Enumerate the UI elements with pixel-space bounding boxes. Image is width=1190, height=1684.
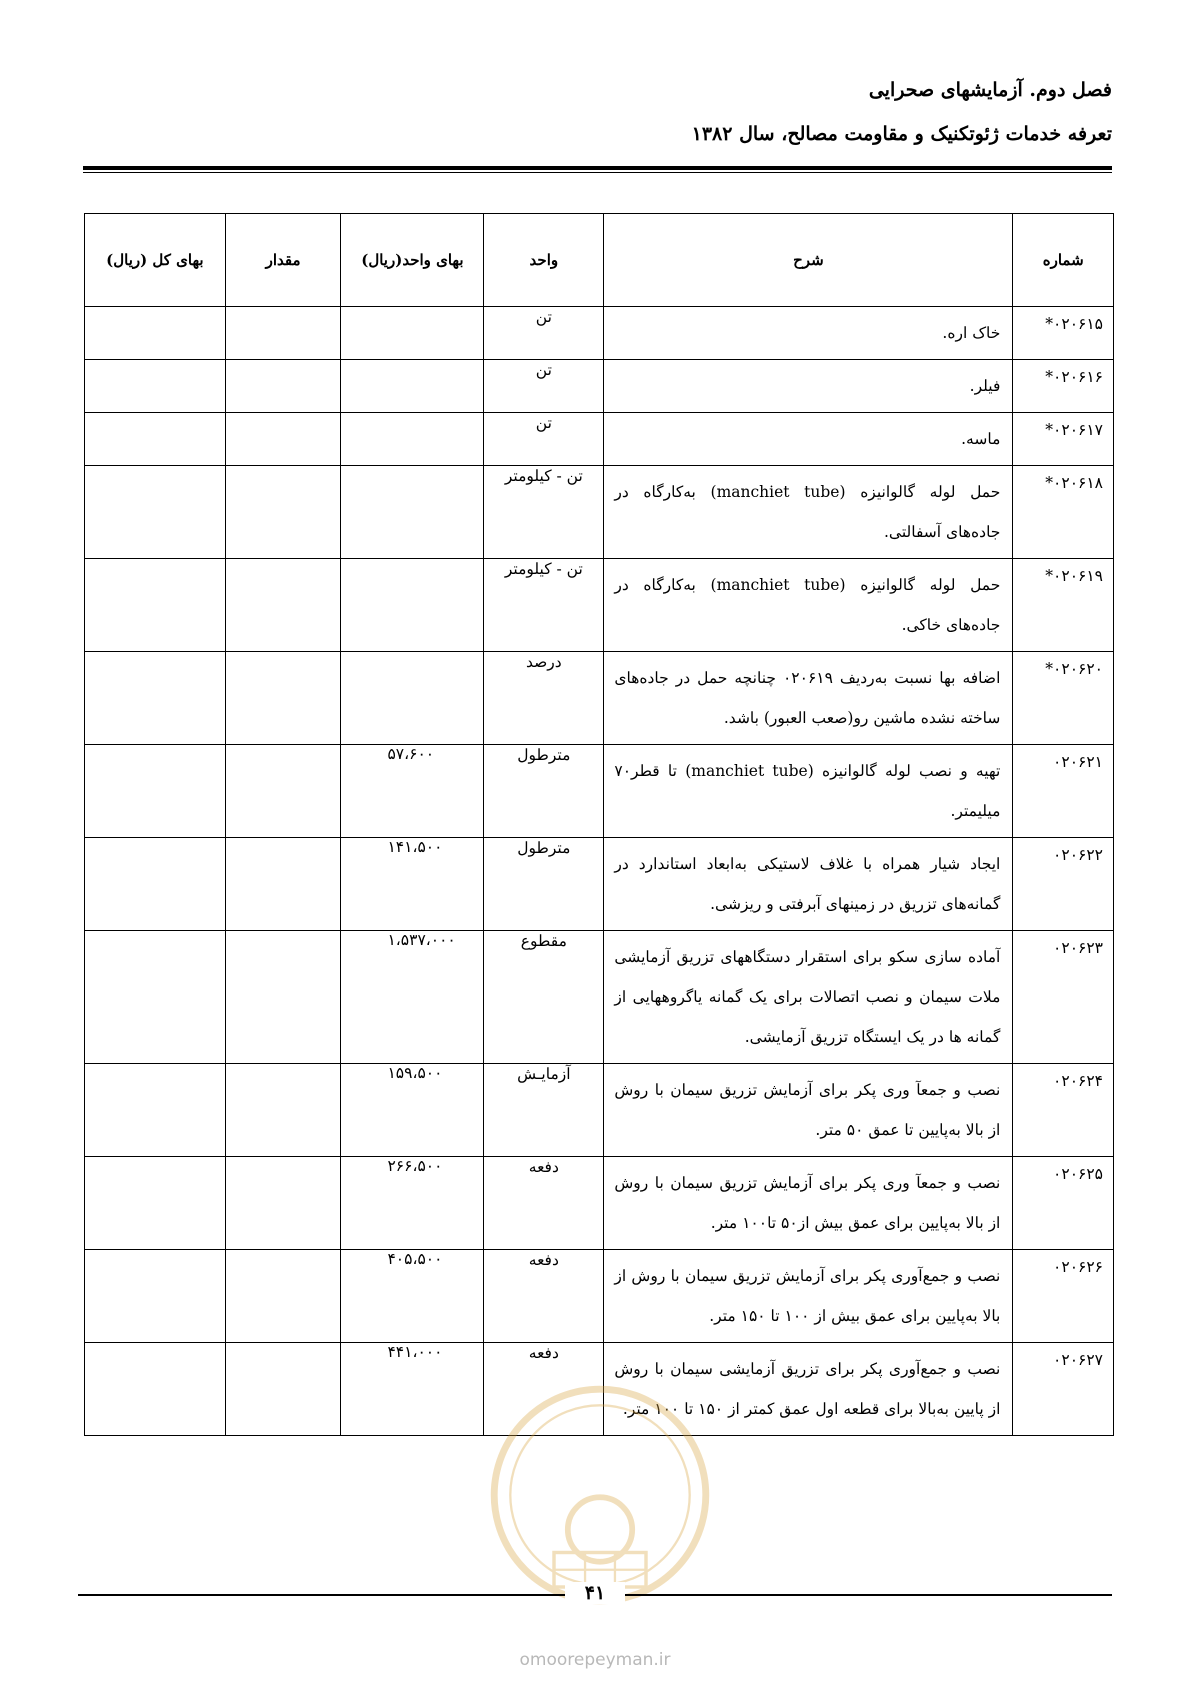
row-amount: [225, 931, 341, 1064]
row-amount: [225, 360, 341, 413]
header-unit: واحد: [484, 214, 604, 307]
row-unit-price: ۵۷،۶۰۰: [341, 745, 484, 838]
row-unit-price: ۱۵۹،۵۰۰: [341, 1064, 484, 1157]
row-total: [85, 1343, 226, 1436]
row-amount: [225, 559, 341, 652]
row-unit-price: [341, 652, 484, 745]
row-unit: مترطول: [484, 745, 604, 838]
row-amount: [225, 652, 341, 745]
row-unit: آزمایـش: [484, 1064, 604, 1157]
table-row: [85, 413, 1114, 466]
header-rule-thin: [83, 172, 1112, 173]
table-row: [85, 931, 1114, 1064]
row-unit: مقطوع: [484, 931, 604, 1064]
table-row: [85, 559, 1114, 652]
row-unit-price: [341, 360, 484, 413]
row-description: آماده سازی سکو برای استقرار دستگاههای تزریق آزمایشی ملات سیمان و نصب اتصالات برای یک گمانه یاگروههایی از گمانه ها در یک ایستگاه تزریق آزمایشی.: [604, 931, 1013, 1064]
row-amount: [225, 466, 341, 559]
row-unit: دفعه: [484, 1343, 604, 1436]
row-total: [85, 559, 226, 652]
row-unit: تن - کیلومتر: [484, 559, 604, 652]
header-total: بهای کل (ریال): [85, 214, 226, 307]
row-unit-price: ۱۴۱،۵۰۰: [341, 838, 484, 931]
row-total: [85, 413, 226, 466]
row-description: حمل لوله گالوانیزه (manchiet tube) به‌کارگاه در جاده‌های خاکی.: [604, 559, 1013, 652]
row-description: نصب و جمعآ وری پکر برای آزمایش تزریق سیمان با روش از بالا به‌پایین برای عمق بیش از۵۰ تا۱۰۰ متر.: [604, 1157, 1013, 1250]
row-code: ۰۲۰۶۱۷*: [1013, 413, 1114, 466]
row-amount: [225, 413, 341, 466]
table-row: [85, 307, 1114, 360]
table-header-row: [85, 214, 1114, 307]
row-description: ایجاد شیار همراه با غلاف لاستیکی به‌ابعاد استاندارد در گمانه‌های تزریق در زمینهای آبرفتی و ریزشی.: [604, 838, 1013, 931]
watermark-text: omoorepeyman.ir: [519, 1650, 671, 1670]
row-amount: [225, 1250, 341, 1343]
row-unit-price: ۲۶۶،۵۰۰: [341, 1157, 484, 1250]
row-code: ۰۲۰۶۱۸*: [1013, 466, 1114, 559]
table-row: [85, 745, 1114, 838]
row-code: ۰۲۰۶۱۶*: [1013, 360, 1114, 413]
row-unit: تن: [484, 413, 604, 466]
row-unit: مترطول: [484, 838, 604, 931]
page-header: [78, 76, 1112, 148]
row-total: [85, 1157, 226, 1250]
row-code: ۰۲۰۶۲۰*: [1013, 652, 1114, 745]
row-description: نصب و جمع‌آوری پکر برای آزمایش تزریق سیمان با روش از بالا به‌پایین برای عمق بیش از ۱۰۰ تا ۱۵۰ متر.: [604, 1250, 1013, 1343]
document-subtitle: تعرفه خدمات ژئوتکنیک و مقاومت مصالح، سال ۱۳۸۲: [691, 123, 1112, 145]
row-unit-price: ۴۰۵،۵۰۰: [341, 1250, 484, 1343]
row-description: حمل لوله گالوانیزه (manchiet tube) به‌کارگاه در جاده‌های آسفالتی.: [604, 466, 1013, 559]
row-unit-price: [341, 307, 484, 360]
header-description: شرح: [604, 214, 1013, 307]
table-row: [85, 838, 1114, 931]
row-code: ۰۲۰۶۲۵: [1013, 1157, 1114, 1250]
row-unit: تن: [484, 360, 604, 413]
row-amount: [225, 745, 341, 838]
row-unit-price: [341, 559, 484, 652]
row-unit: دفعه: [484, 1157, 604, 1250]
row-description: خاک اره.: [604, 307, 1013, 360]
header-unit-price: بهای واحد(ریال): [341, 214, 484, 307]
row-unit-price: [341, 466, 484, 559]
row-total: [85, 931, 226, 1064]
row-description: نصب و جمعآ وری پکر برای آزمایش تزریق سیمان با روش از بالا به‌پایین تا عمق ۵۰ متر.: [604, 1064, 1013, 1157]
row-unit: تن: [484, 307, 604, 360]
chapter-title: فصل دوم. آزمایشهای صحرایی: [868, 79, 1112, 101]
row-total: [85, 652, 226, 745]
row-amount: [225, 1064, 341, 1157]
row-unit-price: ۱،۵۳۷،۰۰۰: [341, 931, 484, 1064]
row-total: [85, 466, 226, 559]
row-amount: [225, 1157, 341, 1250]
table-row: [85, 1064, 1114, 1157]
row-description: اضافه بها نسبت به‌ردیف ۰۲۰۶۱۹ چنانچه حمل در جاده‌های ساخته نشده ماشین رو(صعب العبور) باشد.: [604, 652, 1013, 745]
table-row: [85, 360, 1114, 413]
row-code: ۰۲۰۶۲۳: [1013, 931, 1114, 1064]
row-description: نصب و جمع‌آوری پکر برای تزریق آزمایشی سیمان با روش از پایین به‌بالا برای قطعه اول عمق کمتر از ۱۵۰ تا ۱۰۰ متر.: [604, 1343, 1013, 1436]
row-unit: تن - کیلومتر: [484, 466, 604, 559]
row-unit-price: ۴۴۱،۰۰۰: [341, 1343, 484, 1436]
row-unit: دفعه: [484, 1250, 604, 1343]
row-description: ماسه.: [604, 413, 1013, 466]
table-row: [85, 652, 1114, 745]
row-total: [85, 1250, 226, 1343]
row-code: ۰۲۰۶۲۲: [1013, 838, 1114, 931]
row-amount: [225, 1343, 341, 1436]
row-code: ۰۲۰۶۱۹*: [1013, 559, 1114, 652]
row-code: ۰۲۰۶۲۴: [1013, 1064, 1114, 1157]
row-code: ۰۲۰۶۲۶: [1013, 1250, 1114, 1343]
row-total: [85, 307, 226, 360]
table-row: [85, 466, 1114, 559]
row-amount: [225, 838, 341, 931]
header-rule: [83, 166, 1112, 170]
row-total: [85, 1064, 226, 1157]
row-code: ۰۲۰۶۱۵*: [1013, 307, 1114, 360]
row-unit-price: [341, 413, 484, 466]
row-unit: درصد: [484, 652, 604, 745]
row-amount: [225, 307, 341, 360]
tariff-table: [84, 213, 1114, 1436]
page-number: ۴۱: [565, 1582, 625, 1604]
row-description: فیلر.: [604, 360, 1013, 413]
row-description: تهیه و نصب لوله گالوانیزه (manchiet tube) تا قطر۷۰ میلیمتر.: [604, 745, 1013, 838]
header-code: شماره: [1013, 214, 1114, 307]
row-code: ۰۲۰۶۲۱: [1013, 745, 1114, 838]
table-row: [85, 1157, 1114, 1250]
row-total: [85, 745, 226, 838]
table-row: [85, 1250, 1114, 1343]
row-total: [85, 838, 226, 931]
header-amount: مقدار: [225, 214, 341, 307]
row-code: ۰۲۰۶۲۷: [1013, 1343, 1114, 1436]
watermark-seal-icon: [485, 1380, 715, 1610]
row-total: [85, 360, 226, 413]
